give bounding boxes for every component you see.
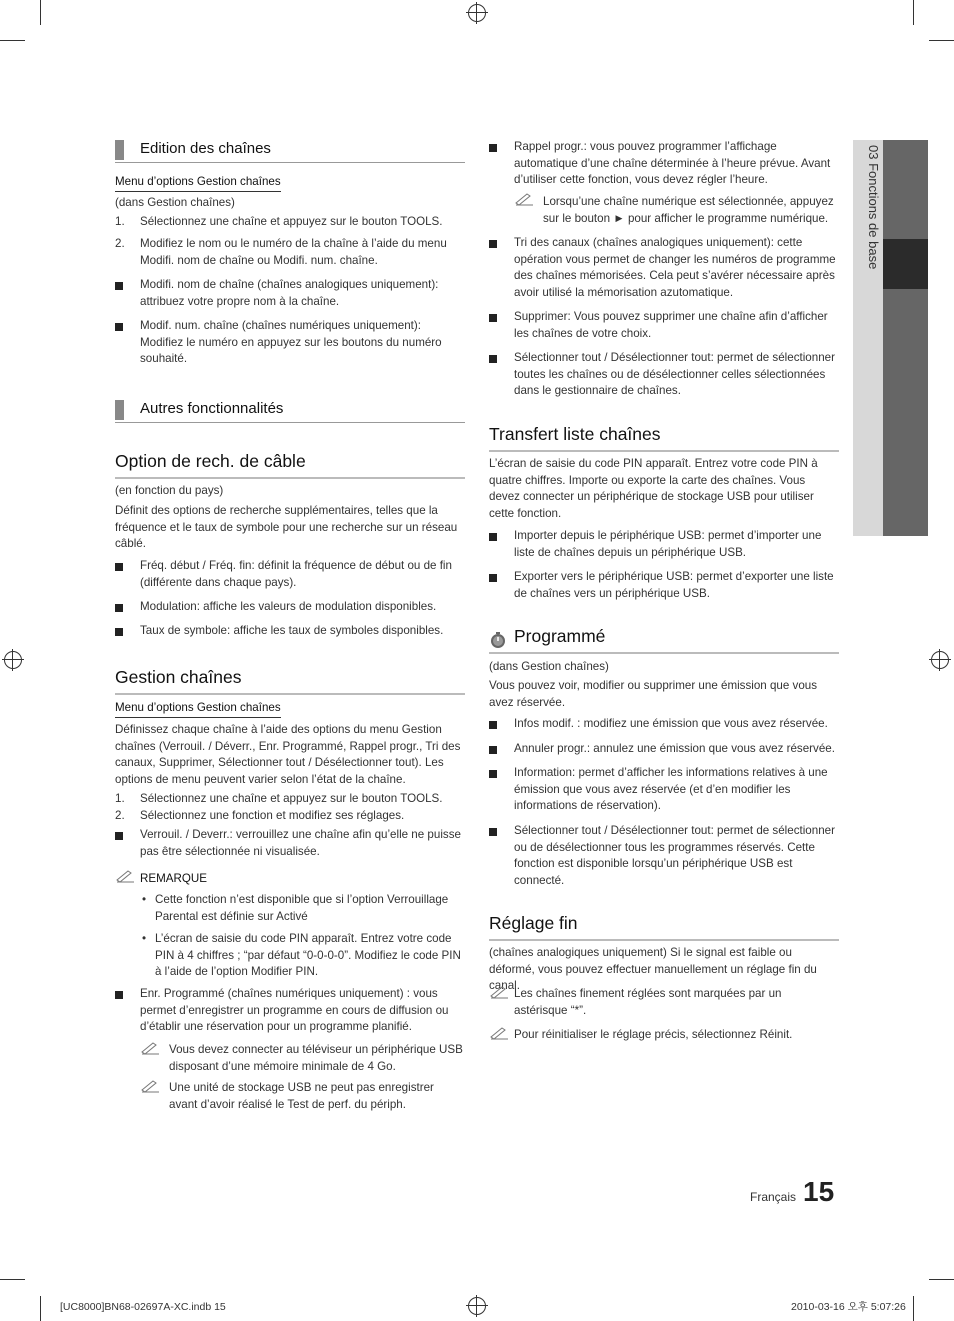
side-tab-marker [883, 239, 928, 289]
side-tab-label: 03 Fonctions de base [866, 145, 881, 270]
gestion-note-1: Vous devez connecter au téléviseur un périphérique USB disposant d’une mémoire minimale de 4 Go. [169, 1043, 463, 1073]
edition-menu-label: Menu d’options Gestion chaînes [115, 174, 281, 192]
programme-dans: (dans Gestion chaînes) [489, 660, 609, 673]
autres-heading: Autres fonctionnalités [115, 400, 465, 423]
transfert-heading: Transfert liste chaînes [489, 426, 839, 452]
programme-intro: Vous pouvez voir, modifier ou supprimer une émission que vous avez réservée. [489, 679, 818, 709]
crop-mark [913, 0, 914, 25]
crop-mark [40, 0, 41, 25]
option-bullet-3: Taux de symbole: affiche les taux de symboles disponibles. [115, 623, 465, 640]
programme-bullet-3: Information: permet d’afficher les informations relatives à une émission que vous avez réservée (et d’en modifier les informations de réservation). [489, 765, 839, 815]
note-icon [514, 192, 534, 206]
option-bullet-1: Fréq. début / Fréq. fin: définit la fréquence de début ou de fin (différente dans chaque pays). [115, 558, 465, 591]
transfert-intro: L’écran de saisie du code PIN apparaît. Entrez votre code PIN à quatre chiffres. Importe ou exporte la carte des chaînes. Vous devez connecter un périphérique de stockage USB pour utiliser cette fonction. [489, 457, 818, 520]
registration-mark-icon [468, 1297, 486, 1315]
heading-bar [115, 140, 124, 160]
rappel-bullet: Rappel progr.: vous pouvez programmer l’affichage automatique d’une chaîne déterminée à l’heure prévue. Avant d’utiliser cette fonction, vous devez régler l’heure. [489, 139, 839, 189]
programme-bullet-4: Sélectionner tout / Désélectionner tout: permet de sélectionner ou de désélectionner tous les programmes réservés. Cette fonction est disponible lorsqu’un périphérique USB est connecté. [489, 823, 839, 889]
footer-language: Français [750, 1190, 797, 1204]
tri-bullet: Tri des canaux (chaînes analogiques uniquement): cette opération vous permet de changer les numéros de programme des chaînes mémorisées. Cela peut s’avérer nécessaire après avoir utilisé la mémorisation azutomatique. [489, 235, 839, 301]
page-number: 15 [803, 1176, 835, 1207]
remarque-2: L’écran de saisie du code PIN apparaît. Entrez votre code PIN à 4 chiffres ; “par défaut “0-0-0-0”. Modifiez le code PIN à l’aide de l’option Modifier PIN. [155, 932, 461, 978]
note-icon [140, 1079, 160, 1093]
note-icon [489, 1026, 509, 1040]
note-icon [115, 869, 135, 883]
timer-icon [489, 631, 507, 649]
registration-mark-icon [4, 651, 22, 669]
programme-bullet-2: Annuler progr.: annulez une émission que vous avez réservée. [489, 741, 839, 758]
programme-heading [489, 628, 839, 654]
crop-mark [913, 1296, 914, 1321]
gestion-step-2: 2. Sélectionnez une fonction et modifiez ses réglages. [115, 809, 405, 822]
edition-dans: (dans Gestion chaînes) [115, 196, 235, 209]
programme-title: Programmé [514, 626, 606, 646]
option-bullet-2: Modulation: affiche les valeurs de modulation disponibles. [115, 599, 465, 616]
rappel-note: Lorsqu’une chaîne numérique est sélectionnée, appuyez sur le bouton ► pour afficher le programme numérique. [543, 195, 834, 225]
heading-bar [115, 400, 124, 420]
file-info: [UC8000]BN68-02697A-XC.indb 15 [60, 1301, 226, 1313]
gestion-step-1: 1. Sélectionnez une chaîne et appuyez sur le bouton TOOLS. [115, 792, 443, 805]
crop-mark [929, 1279, 954, 1280]
option-pays: (en fonction du pays) [115, 484, 224, 497]
gestion-heading: Gestion chaînes [115, 669, 465, 695]
reglage-note-2: Pour réinitialiser le réglage précis, sélectionnez Réinit. [514, 1028, 793, 1041]
edition-heading: Edition des chaînes [115, 140, 465, 163]
note-icon [489, 985, 509, 999]
crop-mark [40, 1296, 41, 1321]
registration-mark-icon [931, 651, 949, 669]
crop-mark [929, 40, 954, 41]
reglage-heading: Réglage fin [489, 915, 839, 941]
option-intro: Définit des options de recherche supplémentaires, telles que la fréquence et le taux de symbole pour une recherche sur un réseau câblé. [115, 504, 458, 550]
programme-bullet-1: Infos modif. : modifiez une émission que vous avez réservée. [489, 716, 839, 733]
reglage-intro: (chaînes analogiques uniquement) Si le signal est faible ou déformé, vous pouvez effectuer manuellement un réglage fin du canal. [489, 946, 817, 992]
side-tab-strip [883, 140, 928, 536]
crop-mark [0, 1279, 25, 1280]
remarque-bullet-dot: • [142, 893, 147, 906]
edition-step-2: 2. Modifiez le nom ou le numéro de la chaîne à l’aide du menu Modifi. nom de chaîne ou Modifi. num. chaîne. [115, 237, 447, 267]
gestion-bullet-1: Verrouil. / Deverr.: verrouillez une chaîne afin qu’elle ne puisse pas être sélectionnée ni visualisée. [115, 827, 465, 860]
gestion-note-2: Une unité de stockage USB ne peut pas enregistrer avant d’avoir réalisé le Test de perf. du périph. [169, 1081, 434, 1111]
remarque-1: Cette fonction n’est disponible que si l’option Verrouillage Parental est définie sur Activé [155, 893, 449, 923]
crop-mark [0, 40, 25, 41]
edition-bullet-1: Modifi. nom de chaîne (chaînes analogiques uniquement): attribuez votre propre nom à la chaîne. [115, 277, 465, 310]
supprimer-bullet: Supprimer: Vous pouvez supprimer une chaîne afin d’afficher les chaînes de votre choix. [489, 309, 839, 342]
gestion-bullet-2: Enr. Programmé (chaînes numériques uniquement) : vous permet d’enregistrer un programme en cours de diffusion ou d’établir une réservation pour un programme planifié. [115, 986, 465, 1036]
remarque-label: REMARQUE [140, 872, 207, 885]
note-icon [140, 1041, 160, 1055]
edition-step-1: 1. Sélectionnez une chaîne et appuyez sur le bouton TOOLS. [115, 215, 443, 228]
transfert-bullet-1: Importer depuis le périphérique USB: permet d’importer une liste de chaînes depuis un périphérique USB. [489, 528, 839, 561]
gestion-menu-label: Menu d’options Gestion chaînes [115, 700, 281, 718]
edition-bullet-2: Modif. num. chaîne (chaînes numériques uniquement): Modifiez le numéro en appuyez sur les boutons du numéro souhaité. [115, 318, 465, 368]
gestion-intro: Définissez chaque chaîne à l’aide des options du menu Gestion chaînes (Verrouil. / Déverr., Enr. Programmé, Rappel progr., Tri des canaux, Supprimer, Sélectionner tout / Désélectionner tout). Les options de menu peuvent varier selon l’état de la chaîne. [115, 723, 461, 786]
selectionner-bullet: Sélectionner tout / Désélectionner tout: permet de sélectionner toutes les chaînes ou de désélectionner celles sélectionnées dans le gestionnaire de chaînes. [489, 350, 839, 400]
remarque-bullet-dot: • [142, 932, 147, 945]
registration-mark-icon [468, 4, 486, 22]
transfert-bullet-2: Exporter vers le périphérique USB: permet d’exporter une liste de chaînes vers un périphérique USB. [489, 569, 839, 602]
print-timestamp: 2010-03-16 오후 5:07:26 [791, 1301, 906, 1313]
option-heading: Option de rech. de câble [115, 453, 465, 479]
reglage-note-1: Les chaînes finement réglées sont marquées par un astérisque “*”. [514, 987, 782, 1017]
